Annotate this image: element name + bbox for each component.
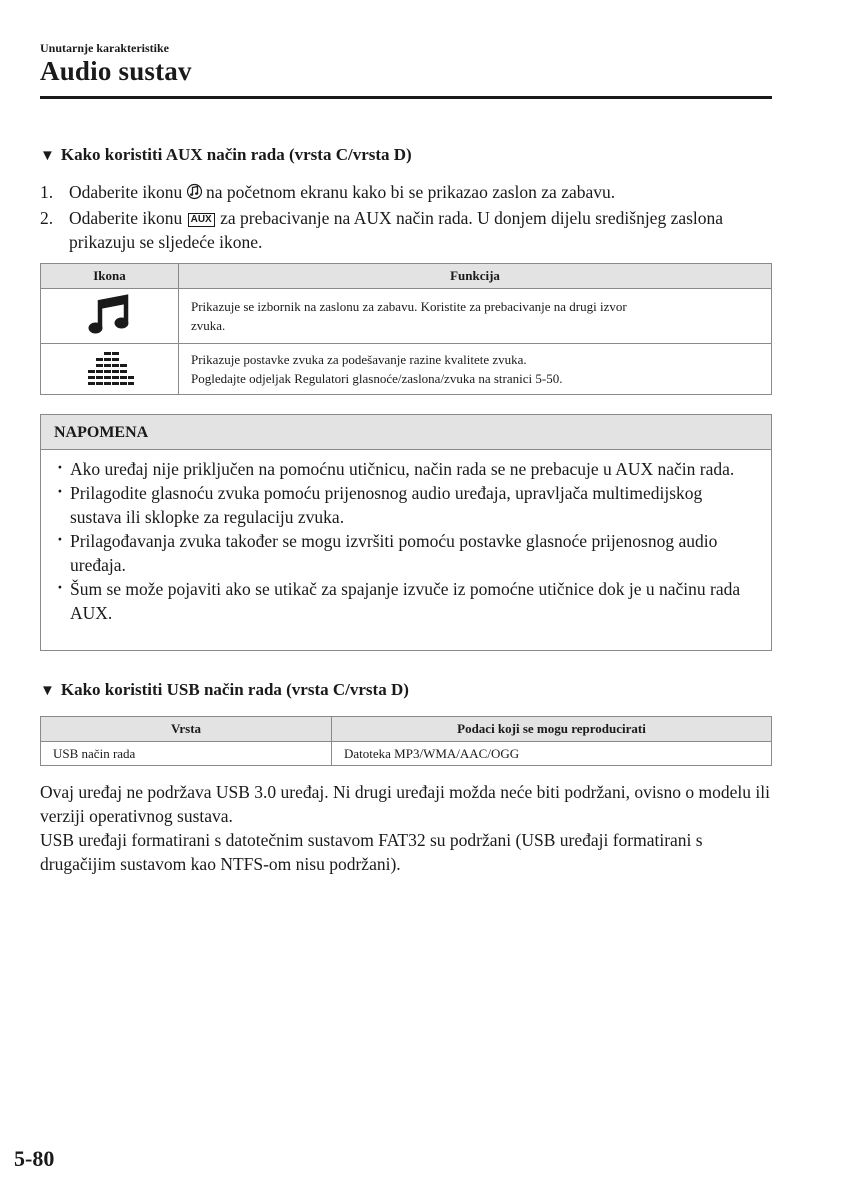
- usb-format-table: [40, 716, 772, 766]
- section-label: Unutarnje karakteristike: [40, 41, 169, 55]
- page-title: Audio sustav: [40, 56, 192, 86]
- function-line: Prikazuje se izbornik na zaslonu za zabavu. Koristite za prebacivanje na drugi izvor: [191, 299, 627, 314]
- note-item-text: Prilagođavanja zvuka također se mogu izvršiti pomoću postavke glasnoće prijenosnog audio uređaja.: [70, 531, 718, 575]
- bullet-icon: ·: [57, 529, 63, 549]
- note-item: [55, 457, 757, 481]
- icon-cell: [41, 344, 179, 395]
- icon-cell: [41, 289, 179, 344]
- table-cell: Datoteka MP3/WMA/AAC/OGG: [332, 742, 772, 766]
- usb-paragraph: USB uređaji formatirani s datotečnim sustavom FAT32 su podržani (USB uređaji formatirani s drugačijim sustavom kao NTFS-om nisu podržani).: [40, 830, 703, 874]
- table-cell: USB način rada: [41, 742, 332, 766]
- equalizer-icon: [41, 350, 178, 388]
- step-1-text-before: Odaberite ikonu: [69, 182, 183, 202]
- note-item: [55, 529, 757, 577]
- usb-heading: [40, 680, 409, 700]
- function-cell: [179, 289, 772, 344]
- triangle-down-icon: ▼: [40, 148, 55, 164]
- column-header-type: Vrsta: [41, 717, 332, 742]
- note-item-text: Šum se može pojaviti ako se utikač za spajanje izvuče iz pomoćne utičnice dok je u načinu rada AUX.: [70, 579, 741, 623]
- aux-badge-icon: AUX: [188, 213, 215, 227]
- table-header-row: [41, 717, 772, 742]
- title-rule: [40, 96, 772, 99]
- step-2-text-after: za prebacivanje na AUX način rada. U donjem dijelu središnjeg zaslona prikazuju se sljedeće ikone.: [69, 208, 724, 252]
- table-row: [41, 289, 772, 344]
- column-header-function: Funkcija: [179, 264, 772, 289]
- step-2-text-before: Odaberite ikonu: [69, 208, 183, 228]
- page-number: 5-80: [14, 1146, 55, 1171]
- note-item-text: Prilagodite glasnoću zvuka pomoću prijenosnog audio uređaja, upravljača multimedijskog sustava ili sklopke za regulaciju zvuka.: [70, 483, 703, 527]
- function-line: Pogledajte odjeljak Regulatori glasnoće/zaslona/zvuka na stranici 5-50.: [191, 371, 563, 386]
- aux-heading: [40, 145, 412, 165]
- triangle-down-icon: ▼: [40, 683, 55, 699]
- music-note-icon: [41, 293, 178, 339]
- table-header-row: [41, 264, 772, 289]
- note-box: [40, 414, 772, 651]
- function-cell: [179, 344, 772, 395]
- function-line: Prikazuje postavke zvuka za podešavanje razine kvalitete zvuka.: [191, 352, 527, 367]
- note-items: [41, 450, 771, 625]
- note-title: NAPOMENA: [41, 415, 771, 450]
- note-item-text: Ako uređaj nije priključen na pomoćnu utičnicu, način rada se ne prebacuje u AUX način rada.: [70, 459, 735, 479]
- bullet-icon: ·: [57, 481, 63, 501]
- step-2: [40, 206, 780, 254]
- step-1-number: 1.: [40, 182, 54, 202]
- table-row: [41, 344, 772, 395]
- bullet-icon: ·: [57, 577, 63, 597]
- note-item: [55, 481, 757, 529]
- aux-heading-text: Kako koristiti AUX način rada (vrsta C/vrsta D): [60, 145, 412, 164]
- function-line: zvuka.: [191, 318, 226, 333]
- step-2-number: 2.: [40, 208, 54, 228]
- step-1-text-after: na početnom ekranu kako bi se prikazao zaslon za zabavu.: [205, 182, 616, 202]
- column-header-playable-data: Podaci koji se mogu reproducirati: [332, 717, 772, 742]
- music-note-icon: [187, 182, 202, 206]
- column-header-icon: Ikona: [41, 264, 179, 289]
- note-item: [55, 577, 757, 625]
- bullet-icon: ·: [57, 457, 63, 477]
- step-1: [40, 180, 780, 206]
- usb-heading-text: Kako koristiti USB način rada (vrsta C/vrsta D): [60, 680, 409, 699]
- usb-paragraph: Ovaj uređaj ne podržava USB 3.0 uređaj. Ni drugi uređaji možda neće biti podržani, ovisno o modelu ili verziji operativnog sustava.: [40, 782, 770, 826]
- table-row: [41, 742, 772, 766]
- icon-function-table: [40, 263, 772, 395]
- aux-steps: [40, 180, 780, 254]
